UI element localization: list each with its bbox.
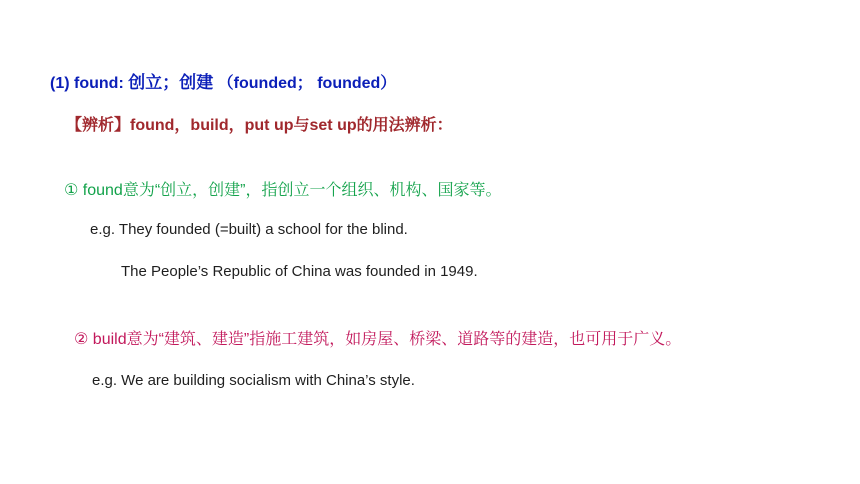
found-example-2: The People’s Republic of China was founded in 1949. [121,263,478,280]
heading-forms: （founded； founded） [217,75,397,92]
vocab-heading [50,68,396,93]
build-example-1: e.g. We are building socialism with China’s style. [92,372,415,389]
build-definition: ② build意为“建筑、建造”指施工建筑，如房屋、桥梁、道路等的建造，也可用于广义。 [74,331,682,348]
found-definition: ① found意为“创立，创建”，指创立一个组织、机构、国家等。 [64,182,502,199]
heading-number: (1) [50,75,70,92]
heading-meaning: 创立；创建 [128,73,214,92]
found-example-1: e.g. They founded (=built) a school for the blind. [90,221,408,238]
analysis-title: 【辨析】found，build，put up与set up的用法辨析： [66,117,453,134]
heading-word: found: [74,75,124,92]
